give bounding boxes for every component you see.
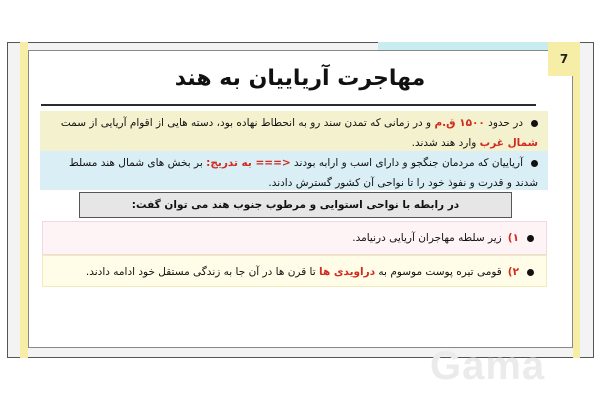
paragraph-1-text-c: وارد هند شدند.: [411, 137, 480, 149]
paragraph-2-text-a: آریاییان که مردمان جنگجو و دارای اسب و ارابه بودند: [290, 157, 523, 169]
bullet-icon: [531, 120, 538, 127]
answer-2: [42, 255, 547, 287]
answer-1-number: ۱): [507, 232, 519, 244]
paragraph-1-highlight-direction: شمال غرب: [479, 137, 538, 149]
paragraph-1: [40, 111, 548, 151]
bullet-icon: [527, 235, 534, 242]
bullet-icon: [527, 269, 534, 276]
answer-1-text: زیر سلطه مهاجران آریایی درنیامد.: [352, 232, 502, 244]
paragraph-2-highlight: <=== به تدریج:: [206, 157, 291, 169]
paragraph-2: [40, 151, 548, 190]
answer-2-text-b: تا قرن ها در آن جا به زندگی مستقل خود ادامه دادند.: [85, 266, 320, 278]
bullet-icon: [531, 160, 538, 167]
title-divider: [41, 104, 536, 106]
answer-1: [42, 221, 547, 255]
paragraph-1-text-b: و در زمانی که تمدن سند رو به انحطاط نهاده بود، دسته هایی از اقوام آریایی از سمت: [60, 117, 435, 129]
answer-2-number: ۲): [507, 266, 519, 278]
watermark-logo: Gama: [430, 344, 546, 388]
question-box: در رابطه با نواحی استوایی و مرطوب جنوب هند می توان گفت:: [79, 192, 512, 218]
paragraph-1-text-a: در حدود: [484, 117, 523, 129]
paragraph-2-text-b: بر بخش های شمال هند مسلط شدند و قدرت و نفوذ خود را تا نواحی آن کشور گسترش دادند.: [68, 157, 538, 189]
answer-2-highlight: دراویدی ها: [319, 266, 376, 278]
slide-title: مهاجرت آریاییان به هند: [174, 66, 426, 91]
paragraph-1-highlight-date: ۱۵۰۰ ق.م: [434, 117, 485, 129]
answer-2-text-a: قومی تیره پوست موسوم به: [375, 266, 502, 278]
page-number: 7: [548, 42, 580, 76]
